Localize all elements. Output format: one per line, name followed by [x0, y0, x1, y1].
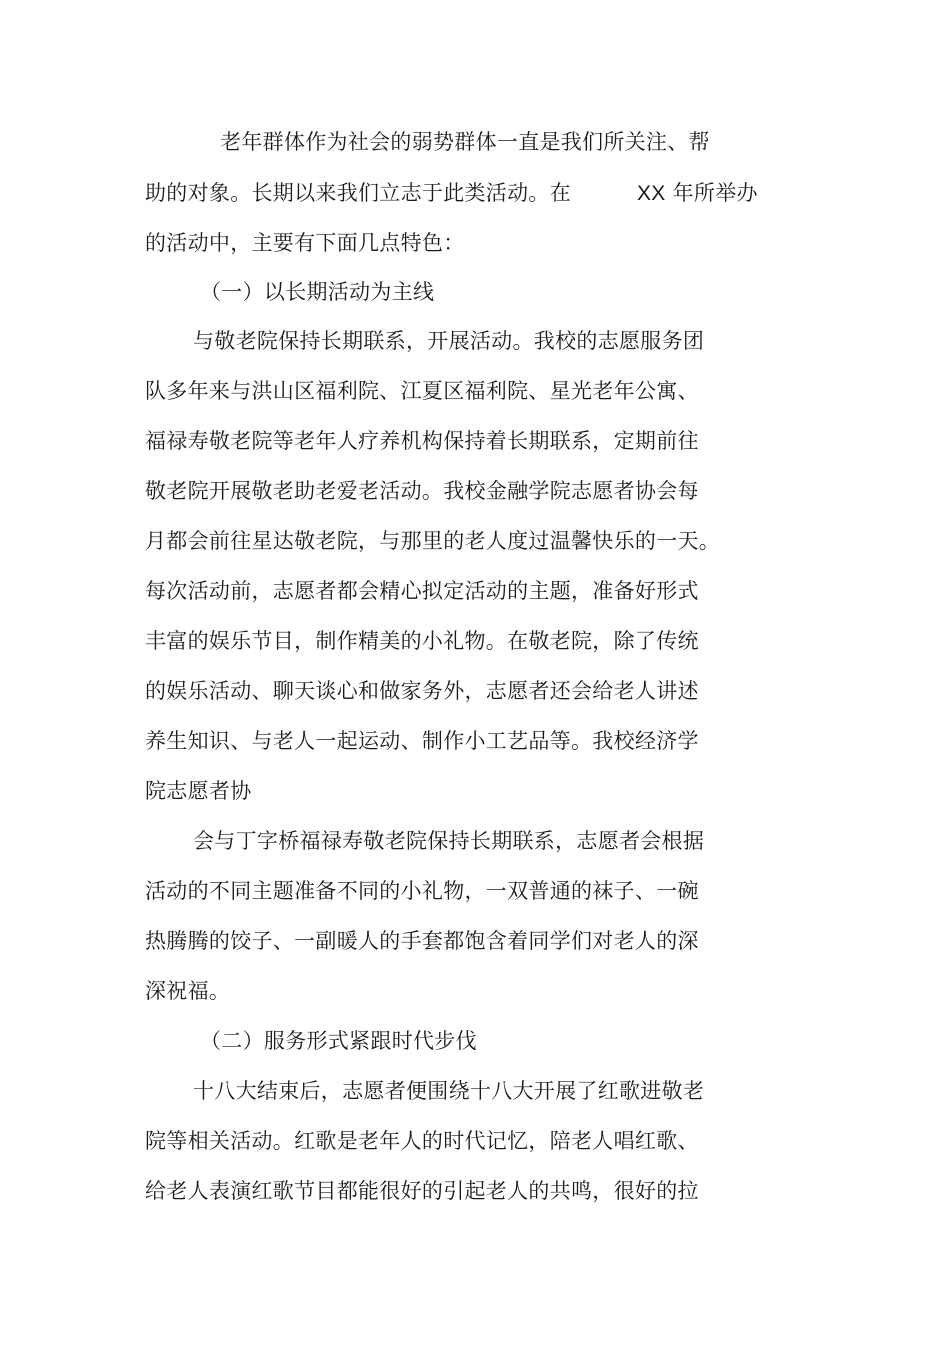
paragraph-2-line: 敬老院开展敬老助老爱老活动。我校金融学院志愿者协会每 — [145, 479, 699, 503]
year-placeholder: XX — [637, 182, 666, 205]
section-heading-2: （二）服务形式紧跟时代步伐 — [200, 1029, 477, 1053]
paragraph-2-line: 丰富的娱乐节目，制作精美的小礼物。在敬老院，除了传统 — [145, 629, 699, 653]
paragraph-3-line: 会与丁字桥福禄寿敬老院保持长期联系，志愿者会根据 — [193, 829, 705, 853]
paragraph-2-line: 的娱乐活动、聊天谈心和做家务外，志愿者还会给老人讲述 — [145, 679, 699, 703]
paragraph-4-line: 十八大结束后，志愿者便围绕十八大开展了红歌进敬老 — [193, 1079, 705, 1103]
paragraph-2-line: 院志愿者协 — [145, 779, 252, 803]
paragraph-1-line-1: 老年群体作为社会的弱势群体一直是我们所关注、帮 — [220, 130, 710, 154]
paragraph-3-line: 深祝福。 — [145, 979, 231, 1003]
section-heading-1: （一）以长期活动为主线 — [200, 280, 435, 304]
paragraph-1-line-2 — [145, 179, 758, 208]
paragraph-2-line: 与敬老院保持长期联系，开展活动。我校的志愿服务团 — [193, 329, 705, 353]
paragraph-3-line: 活动的不同主题准备不同的小礼物，一双普通的袜子、一碗 — [145, 879, 699, 903]
paragraph-2-line: 每次活动前，志愿者都会精心拟定活动的主题，准备好形式 — [145, 579, 699, 603]
paragraph-1-line-3: 的活动中，主要有下面几点特色： — [145, 231, 465, 255]
paragraph-1-line-2-tail: 年所举办 — [672, 181, 758, 205]
paragraph-1-line-2-text: 助的对象。长期以来我们立志于此类活动。在 — [145, 181, 571, 205]
paragraph-2-line: 养生知识、与老人一起运动、制作小工艺品等。我校经济学 — [145, 729, 699, 753]
paragraph-4-line: 给老人表演红歌节目都能很好的引起老人的共鸣，很好的拉 — [145, 1179, 699, 1203]
paragraph-4-line: 院等相关活动。红歌是老年人的时代记忆，陪老人唱红歌、 — [145, 1129, 699, 1153]
paragraph-2-line: 福禄寿敬老院等老年人疗养机构保持着长期联系，定期前往 — [145, 429, 699, 453]
paragraph-2-line: 月都会前往星达敬老院，与那里的老人度过温馨快乐的一天。 — [145, 529, 721, 553]
paragraph-2-line: 队多年来与洪山区福利院、江夏区福利院、星光老年公寓、 — [145, 379, 699, 403]
paragraph-3-line: 热腾腾的饺子、一副暖人的手套都饱含着同学们对老人的深 — [145, 929, 699, 953]
